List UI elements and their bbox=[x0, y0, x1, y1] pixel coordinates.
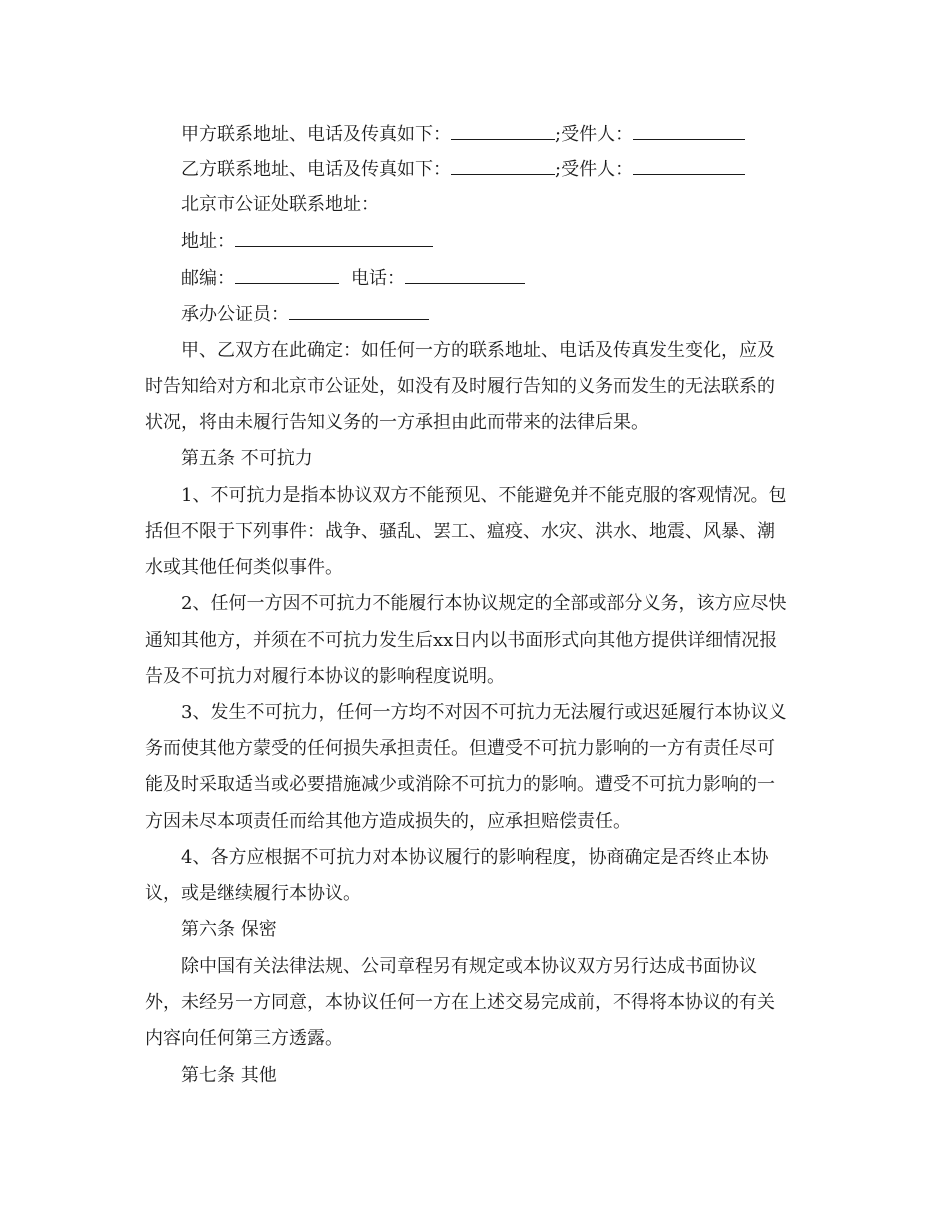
paragraph-line: 能及时采取适当或必要措施减少或消除不可抗力的影响。遭受不可抗力影响的一 bbox=[145, 774, 775, 795]
party-a-contact-line bbox=[181, 124, 745, 145]
paragraph-line: 告及不可抗力对履行本协议的影响程度说明。 bbox=[145, 666, 505, 687]
paragraph-line: 1、不可抗力是指本协议双方不能预见、不能避免并不能克服的客观情况。包 bbox=[181, 485, 787, 506]
paragraph-line: 通知其他方，并须在不可抗力发生后xx日内以书面形式向其他方提供详细情况报 bbox=[145, 630, 778, 651]
article-5-title: 第五条 不可抗力 bbox=[181, 448, 313, 469]
postcode-blank bbox=[235, 268, 339, 284]
address-blank bbox=[235, 231, 433, 247]
paragraph-line: 2、任何一方因不可抗力不能履行本协议规定的全部或部分义务，该方应尽快 bbox=[181, 593, 787, 614]
postcode-label: 邮编： bbox=[181, 268, 235, 289]
paragraph-line: 方因未尽本项责任而给其他方造成损失的，应承担赔偿责任。 bbox=[145, 811, 631, 832]
address-line bbox=[181, 231, 433, 252]
phone-label: 电话： bbox=[351, 268, 405, 289]
party-b-contact-blank bbox=[451, 159, 555, 175]
paragraph-line: 4、各方应根据不可抗力对本协议履行的影响程度，协商确定是否终止本协 bbox=[181, 847, 769, 868]
paragraph-line: 外，未经另一方同意，本协议任何一方在上述交易完成前，不得将本协议的有关 bbox=[145, 992, 775, 1013]
party-b-contact-line bbox=[181, 159, 745, 180]
paragraph-line: 议，或是继续履行本协议。 bbox=[145, 883, 361, 904]
paragraph-line: 除中国有关法律法规、公司章程另有规定或本协议双方另行达成书面协议 bbox=[181, 956, 757, 977]
paragraph-line: 甲、乙双方在此确定：如任何一方的联系地址、电话及传真发生变化，应及 bbox=[181, 340, 775, 361]
postcode-phone-line bbox=[181, 268, 525, 289]
party-b-contact-label: 乙方联系地址、电话及传真如下： bbox=[181, 159, 451, 180]
article-6-title: 第六条 保密 bbox=[181, 919, 277, 940]
notary-officer-line bbox=[181, 304, 429, 325]
party-b-recipient-label: ;受件人： bbox=[555, 159, 634, 180]
notary-officer-blank bbox=[289, 304, 429, 320]
address-label: 地址： bbox=[181, 231, 235, 252]
paragraph-line: 时告知给对方和北京市公证处，如没有及时履行告知的义务而发生的无法联系的 bbox=[145, 376, 775, 397]
party-b-recipient-blank bbox=[633, 159, 745, 175]
paragraph-line: 括但不限于下列事件：战争、骚乱、罢工、瘟疫、水灾、洪水、地震、风暴、潮 bbox=[145, 521, 775, 542]
party-a-recipient-blank bbox=[633, 124, 745, 140]
party-a-contact-label: 甲方联系地址、电话及传真如下： bbox=[181, 124, 451, 145]
paragraph-line: 水或其他任何类似事件。 bbox=[145, 557, 343, 578]
phone-blank bbox=[405, 268, 525, 284]
party-a-contact-blank bbox=[451, 124, 555, 140]
paragraph-line: 3、发生不可抗力，任何一方均不对因不可抗力无法履行或迟延履行本协议义 bbox=[181, 702, 787, 723]
paragraph-line: 内容向任何第三方透露。 bbox=[145, 1028, 343, 1049]
paragraph-line: 务而使其他方蒙受的任何损失承担责任。但遭受不可抗力影响的一方有责任尽可 bbox=[145, 738, 775, 759]
notary-officer-label: 承办公证员： bbox=[181, 304, 289, 325]
notary-office-heading: 北京市公证处联系地址： bbox=[181, 194, 379, 215]
article-7-title: 第七条 其他 bbox=[181, 1065, 277, 1086]
paragraph-line: 状况，将由未履行告知义务的一方承担由此而带来的法律后果。 bbox=[145, 412, 649, 433]
party-a-recipient-label: ;受件人： bbox=[555, 124, 634, 145]
